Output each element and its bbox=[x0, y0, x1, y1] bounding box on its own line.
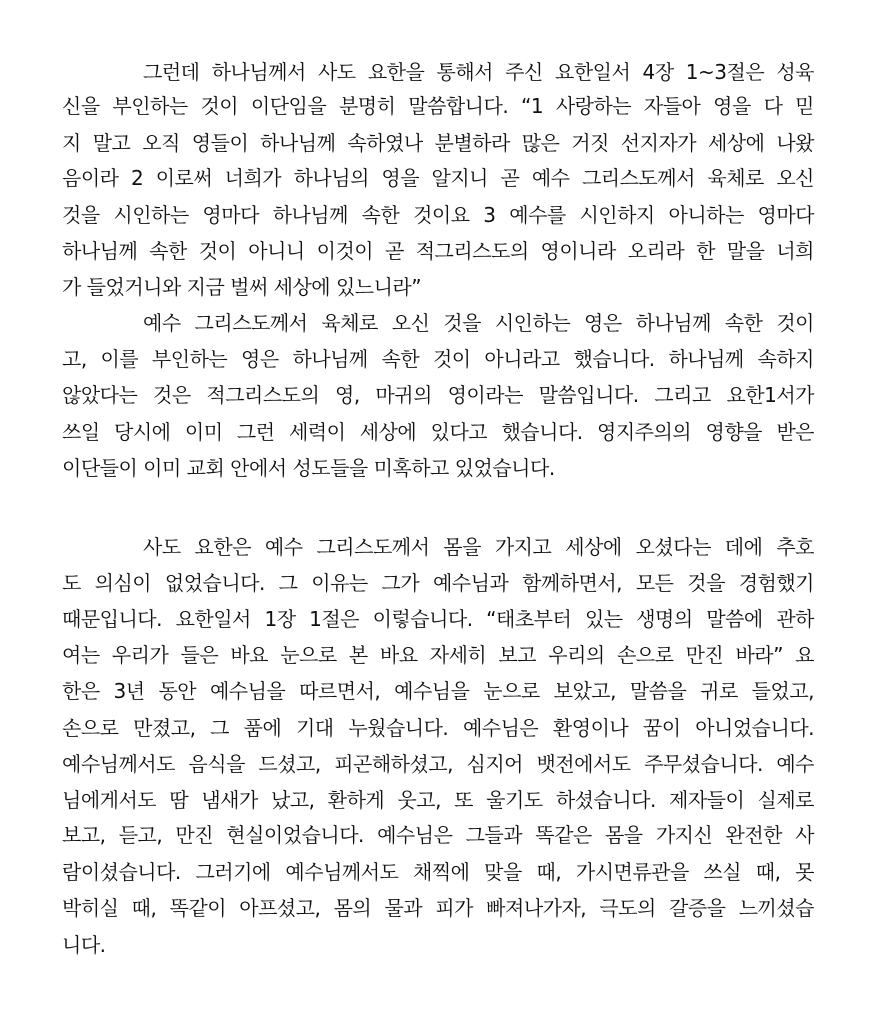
text-line: 쓰일 당시에 이미 그런 세력이 세상에 있다고 했습니다. 영지주의의 영향을 받은 bbox=[62, 420, 814, 444]
text-line: 때문입니다. 요한일서 1장 1절은 이렇습니다. “태초부터 있는 생명의 말씀에 관하 bbox=[62, 607, 814, 631]
text-line: 보고, 듣고, 만진 현실이었습니다. 예수님은 그들과 똑같은 몸을 가지신 완전한 사 bbox=[62, 823, 814, 847]
text-line: 사도 요한은 예수 그리스도께서 몸을 가지고 세상에 오셨다는 데에 추호 bbox=[143, 535, 814, 559]
text-line: 예수 그리스도께서 육체로 오신 것을 시인하는 영은 하나님께 속한 것이 bbox=[143, 311, 814, 335]
text-line: 지 말고 오직 영들이 하나님께 속하였나 분별하라 많은 거짓 선지자가 세상에 나왔 bbox=[62, 131, 814, 155]
text-line: 이단들이 이미 교회 안에서 성도들을 미혹하고 있었습니다. bbox=[62, 456, 555, 480]
text-line: 신을 부인하는 것이 이단임을 분명히 말씀합니다. “1 사랑하는 자들아 영을 다 믿 bbox=[62, 94, 814, 118]
text-line: 박히실 때, 똑같이 아프셨고, 몸의 물과 피가 빠져나가자, 극도의 갈증을 느끼셨습 bbox=[62, 896, 814, 920]
text-line: 도 의심이 없었습니다. 그 이유는 그가 예수님과 함께하면서, 모든 것을 경험했기 bbox=[62, 571, 814, 595]
text-line: 한은 3년 동안 예수님을 따르면서, 예수님을 눈으로 보았고, 말씀을 귀로 들었고, bbox=[62, 679, 814, 703]
text-line: 것을 시인하는 영마다 하나님께 속한 것이요 3 예수를 시인하지 아니하는 영마다 bbox=[62, 203, 814, 227]
text-line: 손으로 만졌고, 그 품에 기대 누웠습니다. 예수님은 환영이나 꿈이 아니었습니다. bbox=[62, 716, 814, 740]
text-line: 음이라 2 이로써 너희가 하나님의 영을 알지니 곧 예수 그리스도께서 육체로 오신 bbox=[62, 166, 814, 190]
text-line: 그런데 하나님께서 사도 요한을 통해서 주신 요한일서 4장 1~3절은 성육 bbox=[143, 60, 814, 84]
text-line: 예수님께서도 음식을 드셨고, 피곤해하셨고, 심지어 뱃전에서도 주무셨습니다. 예수 bbox=[62, 752, 814, 776]
text-line: 여는 우리가 들은 바요 눈으로 본 바요 자세히 보고 우리의 손으로 만진 바라” 요 bbox=[62, 643, 814, 667]
text-line: 님에게서도 땀 냄새가 났고, 환하게 웃고, 또 울기도 하셨습니다. 제자들이 실제로 bbox=[62, 788, 814, 812]
text-line: 니다. bbox=[62, 933, 106, 957]
text-line: 가 들었거니와 지금 벌써 세상에 있느니라” bbox=[62, 275, 422, 299]
text-line: 하나님께 속한 것이 아니니 이것이 곧 적그리스도의 영이니라 오리라 한 말을 너희 bbox=[62, 239, 814, 263]
text-line: 람이셨습니다. 그러기에 예수님께서도 채찍에 맞을 때, 가시면류관을 쓰실 때, 못 bbox=[62, 860, 814, 884]
text-line: 않았다는 것은 적그리스도의 영, 마귀의 영이라는 말씀입니다. 그리고 요한1서가 bbox=[62, 383, 814, 407]
text-line: 고, 이를 부인하는 영은 하나님께 속한 것이 아니라고 했습니다. 하나님께 속하지 bbox=[62, 347, 814, 371]
